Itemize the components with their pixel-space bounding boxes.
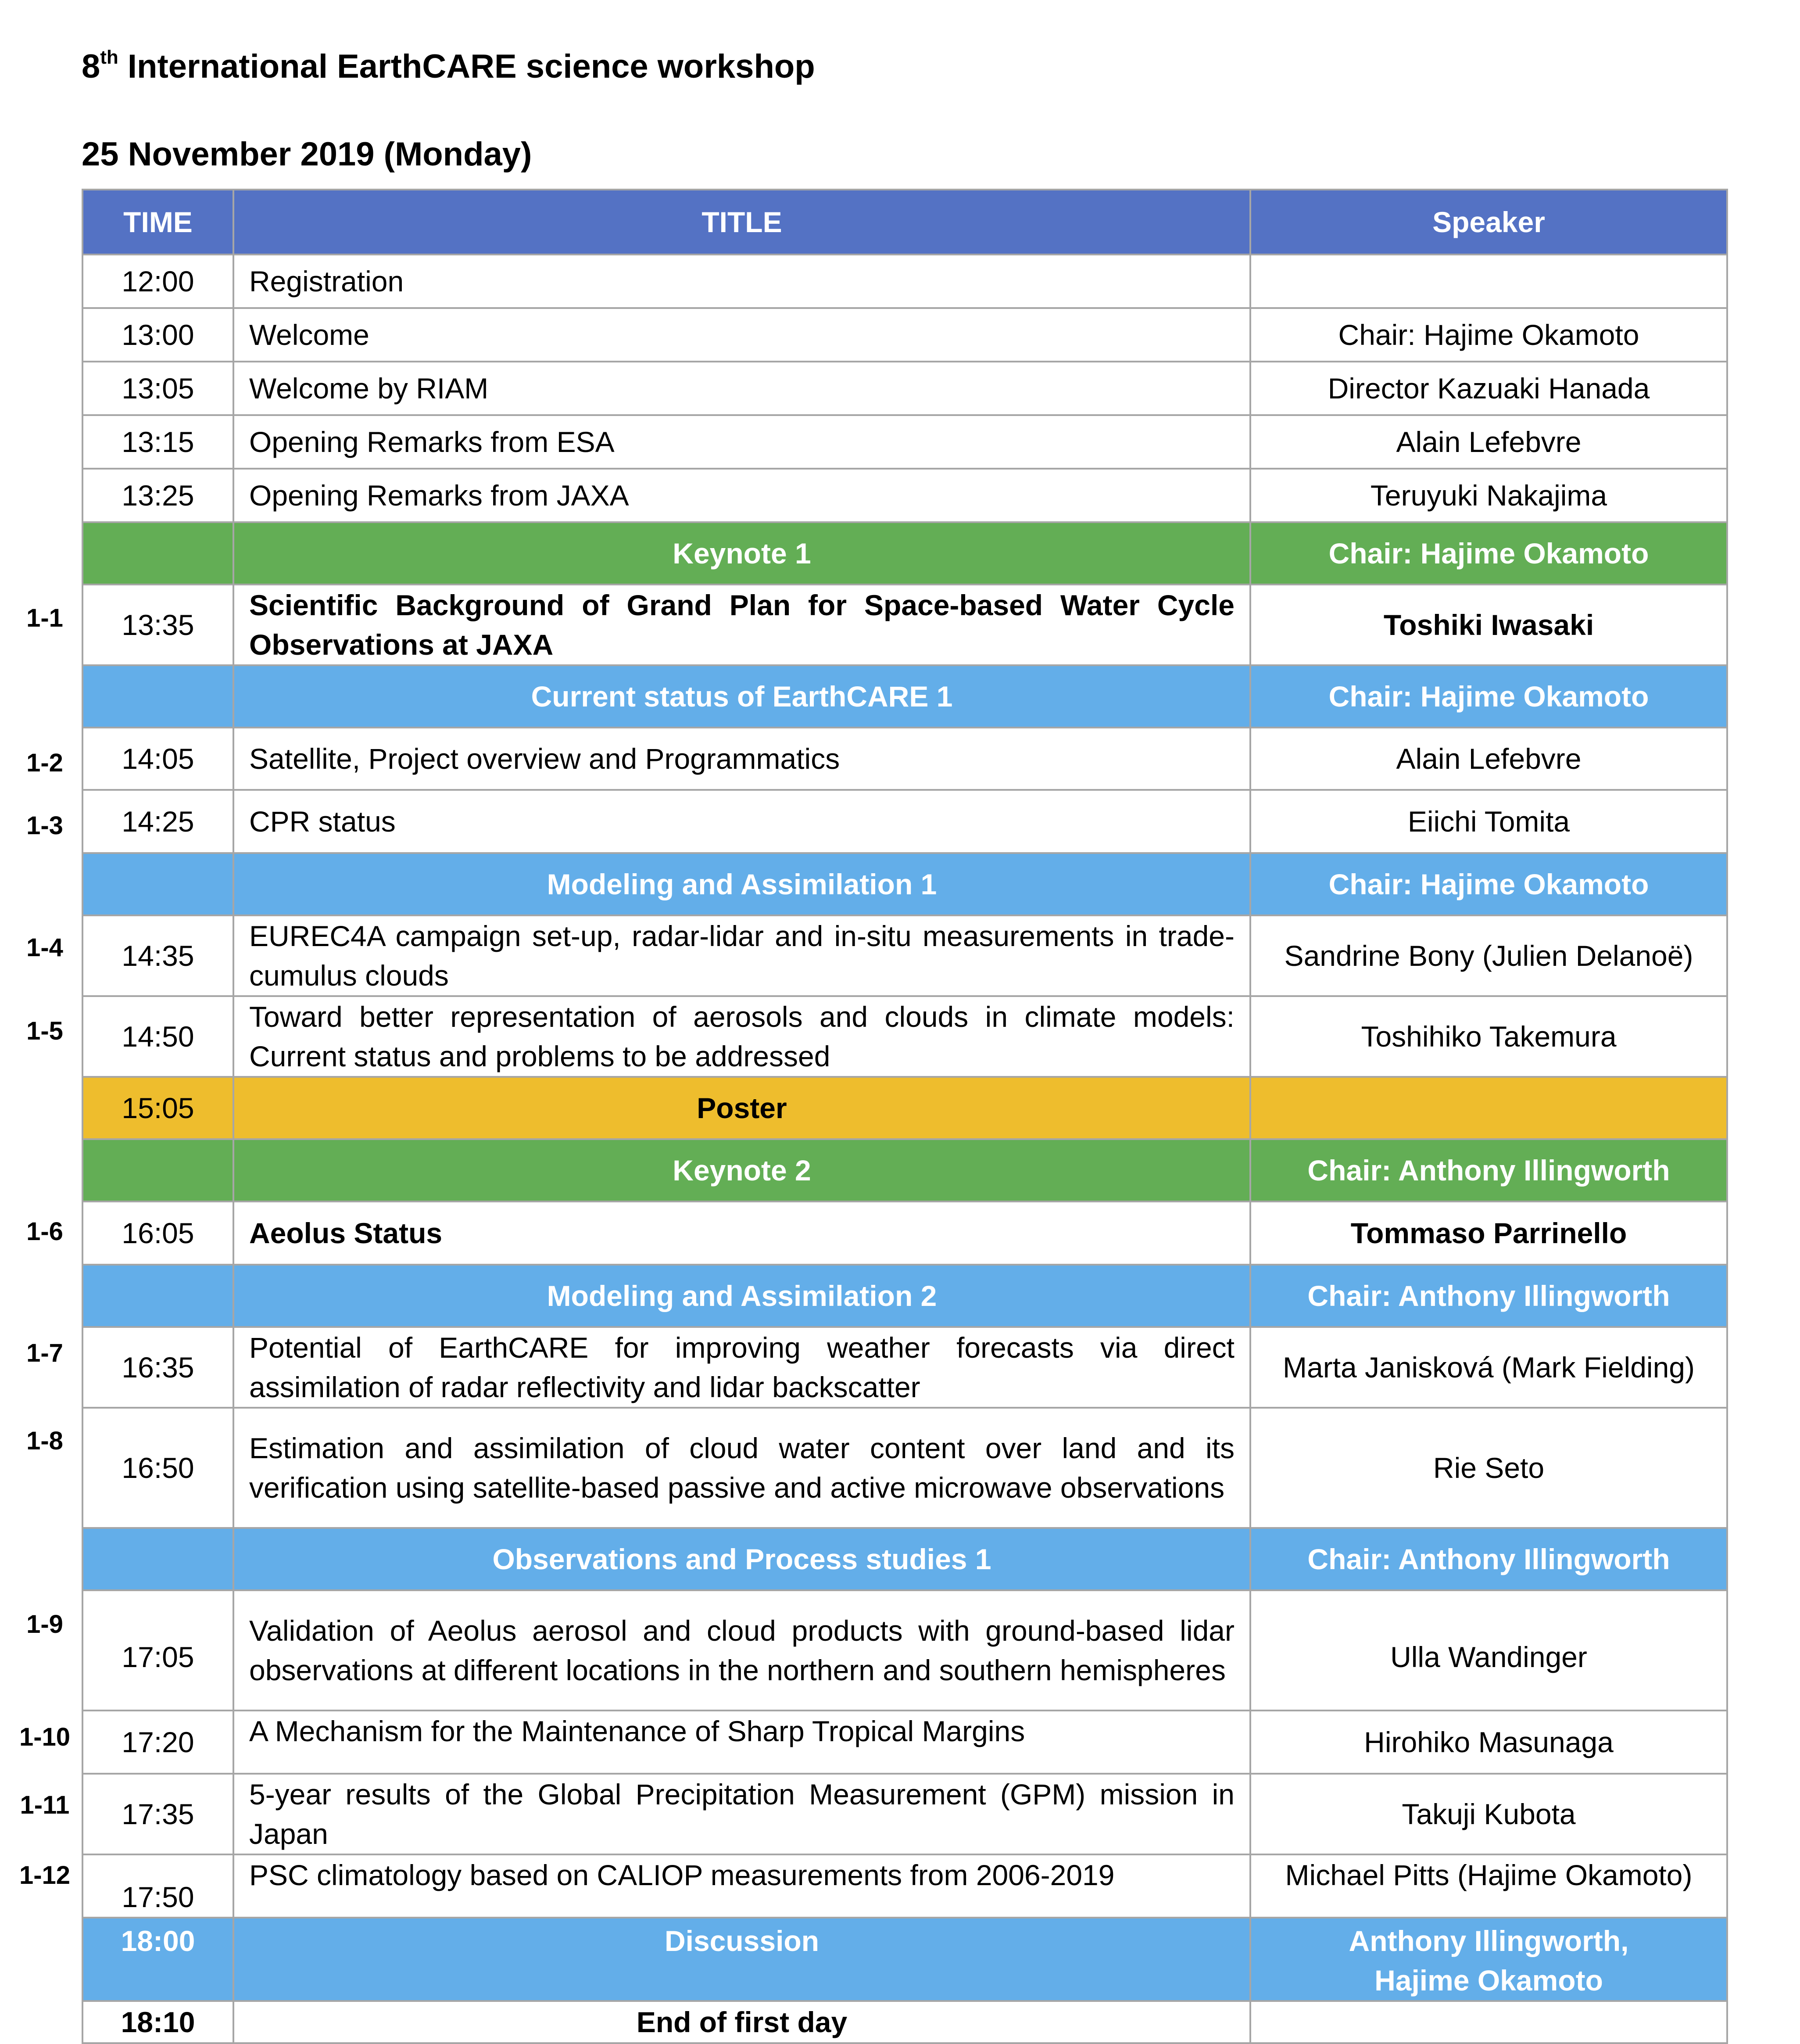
header-title: TITLE <box>233 190 1250 255</box>
talk-row <box>82 1590 1727 1711</box>
talk-id: 1-9 <box>26 1610 63 1639</box>
talk-id: 1-1 <box>26 604 63 632</box>
talk-time: 16:05 <box>82 1201 233 1265</box>
talk-id: 1-11 <box>20 1791 70 1819</box>
talk-speaker: Rie Seto <box>1250 1408 1727 1528</box>
session-chair: Chair: Hajime Okamoto <box>1250 522 1727 585</box>
session-title: Modeling and Assimilation 1 <box>233 853 1250 915</box>
session-chair: Chair: Anthony Illingworth <box>1250 1528 1727 1590</box>
talk-title: Validation of Aeolus aerosol and cloud products with ground-based lidar observations at different locations in the northern and southern hemispheres <box>233 1590 1250 1711</box>
talk-row <box>82 1854 1727 1918</box>
end-speaker <box>1250 2001 1727 2043</box>
row-speaker: Teruyuki Nakajima <box>1250 469 1727 522</box>
session-time <box>82 665 233 728</box>
row-speaker <box>1250 255 1727 308</box>
schedule-table <box>82 189 1728 2044</box>
talk-title: Aeolus Status <box>233 1201 1250 1265</box>
session-title: Keynote 1 <box>233 522 1250 585</box>
talk-row <box>82 1327 1727 1408</box>
talk-id: 1-5 <box>26 1017 63 1045</box>
talk-title: CPR status <box>233 790 1250 853</box>
talk-time: 16:50 <box>82 1408 233 1528</box>
talk-speaker: Toshihiko Takemura <box>1250 996 1727 1077</box>
row-title: Registration <box>233 255 1250 308</box>
session-time <box>82 1139 233 1201</box>
session-chair: Chair: Hajime Okamoto <box>1250 665 1727 728</box>
talk-time: 16:35 <box>82 1327 233 1408</box>
talk-time: 17:35 <box>82 1774 233 1854</box>
talk-time: 14:05 <box>82 728 233 790</box>
talk-speaker: Michael Pitts (Hajime Okamoto) <box>1250 1854 1727 1918</box>
talk-time: 17:50 <box>82 1854 233 1918</box>
talk-id: 1-7 <box>26 1339 63 1367</box>
session-row <box>82 1265 1727 1327</box>
talk-title: Satellite, Project overview and Programmatics <box>233 728 1250 790</box>
talk-id: 1-4 <box>26 933 63 962</box>
talk-time: 17:05 <box>82 1590 233 1711</box>
talk-time: 14:25 <box>82 790 233 853</box>
talk-row <box>82 996 1727 1077</box>
discussion-time: 18:00 <box>82 1918 233 2001</box>
row-speaker: Chair: Hajime Okamoto <box>1250 308 1727 362</box>
title-ordinal-suffix: th <box>100 46 118 68</box>
session-time <box>82 1528 233 1590</box>
row-time: 13:05 <box>82 362 233 415</box>
talk-speaker: Sandrine Bony (Julien Delanoë) <box>1250 915 1727 996</box>
talk-row <box>82 728 1727 790</box>
talk-speaker: Takuji Kubota <box>1250 1774 1727 1854</box>
poster-title: Poster <box>233 1077 1250 1139</box>
session-title: Current status of EarthCARE 1 <box>233 665 1250 728</box>
talk-title: EUREC4A campaign set-up, radar-lidar and in-situ measurements in trade-cumulus clouds <box>233 915 1250 996</box>
session-title: Keynote 2 <box>233 1139 1250 1201</box>
talk-speaker: Marta Janisková (Mark Fielding) <box>1250 1327 1727 1408</box>
talk-speaker: Ulla Wandinger <box>1250 1590 1727 1711</box>
talk-title: Estimation and assimilation of cloud water content over land and its verification using satellite-based passive and active microwave observations <box>233 1408 1250 1528</box>
poster-speaker <box>1250 1077 1727 1139</box>
discussion-title: Discussion <box>233 1918 1250 2001</box>
talk-row <box>82 585 1727 665</box>
session-chair: Chair: Anthony Illingworth <box>1250 1139 1727 1201</box>
talk-time: 17:20 <box>82 1711 233 1774</box>
schedule-row <box>82 362 1727 415</box>
row-title: Welcome by RIAM <box>233 362 1250 415</box>
session-time <box>82 853 233 915</box>
talk-speaker: Tommaso Parrinello <box>1250 1201 1727 1265</box>
row-title: Welcome <box>233 308 1250 362</box>
session-chair: Chair: Anthony Illingworth <box>1250 1265 1727 1327</box>
title-ordinal: 8 <box>82 48 100 85</box>
talk-speaker: Eiichi Tomita <box>1250 790 1727 853</box>
talk-row <box>82 1774 1727 1854</box>
session-time <box>82 522 233 585</box>
title-text: International EarthCARE science workshop <box>118 48 815 85</box>
poster-time: 15:05 <box>82 1077 233 1139</box>
end-title: End of first day <box>233 2001 1250 2043</box>
schedule-row <box>82 415 1727 469</box>
row-title: Opening Remarks from ESA <box>233 415 1250 469</box>
talk-speaker: Hirohiko Masunaga <box>1250 1711 1727 1774</box>
talk-row <box>82 1201 1727 1265</box>
discussion-row <box>82 1918 1727 2001</box>
talk-row <box>82 1711 1727 1774</box>
session-row <box>82 665 1727 728</box>
session-time <box>82 1265 233 1327</box>
row-speaker: Director Kazuaki Hanada <box>1250 362 1727 415</box>
end-row <box>82 2001 1727 2043</box>
table-header-row <box>82 190 1727 255</box>
session-row <box>82 1528 1727 1590</box>
talk-title: 5-year results of the Global Precipitation Measurement (GPM) mission in Japan <box>233 1774 1250 1854</box>
talk-row <box>82 915 1727 996</box>
discussion-speaker: Anthony Illingworth, Hajime Okamoto <box>1250 1918 1727 2001</box>
row-time: 12:00 <box>82 255 233 308</box>
talk-speaker: Alain Lefebvre <box>1250 728 1727 790</box>
row-time: 13:25 <box>82 469 233 522</box>
row-title: Opening Remarks from JAXA <box>233 469 1250 522</box>
row-time: 13:15 <box>82 415 233 469</box>
end-time: 18:10 <box>82 2001 233 2043</box>
talk-row <box>82 1408 1727 1528</box>
day-heading: 25 November 2019 (Monday) <box>82 136 532 173</box>
schedule-row <box>82 469 1727 522</box>
talk-id: 1-3 <box>26 811 63 840</box>
talk-title: Toward better representation of aerosols and clouds in climate models: Current status and problems to be addressed <box>233 996 1250 1077</box>
talk-id: 1-8 <box>26 1427 63 1455</box>
talk-title: PSC climatology based on CALIOP measurements from 2006-2019 <box>233 1854 1250 1918</box>
talk-row <box>82 790 1727 853</box>
header-time: TIME <box>82 190 233 255</box>
talk-title: Potential of EarthCARE for improving weather forecasts via direct assimilation of radar reflectivity and lidar backscatter <box>233 1327 1250 1408</box>
schedule-row <box>82 255 1727 308</box>
header-speaker: Speaker <box>1250 190 1727 255</box>
session-title: Modeling and Assimilation 2 <box>233 1265 1250 1327</box>
schedule-row <box>82 308 1727 362</box>
session-title: Observations and Process studies 1 <box>233 1528 1250 1590</box>
workshop-title <box>82 47 815 86</box>
talk-title: Scientific Background of Grand Plan for Space-based Water Cycle Observations at JAXA <box>233 585 1250 665</box>
row-speaker: Alain Lefebvre <box>1250 415 1727 469</box>
talk-id: 1-6 <box>26 1217 63 1246</box>
session-row <box>82 853 1727 915</box>
session-row-keynote <box>82 1139 1727 1201</box>
session-chair: Chair: Hajime Okamoto <box>1250 853 1727 915</box>
talk-id: 1-10 <box>19 1723 71 1751</box>
talk-id: 1-12 <box>19 1861 71 1890</box>
talk-id: 1-2 <box>26 749 63 777</box>
talk-title: A Mechanism for the Maintenance of Sharp Tropical Margins <box>233 1711 1250 1774</box>
talk-time: 14:50 <box>82 996 233 1077</box>
talk-time: 14:35 <box>82 915 233 996</box>
session-row-keynote <box>82 522 1727 585</box>
talk-time: 13:35 <box>82 585 233 665</box>
poster-row <box>82 1077 1727 1139</box>
row-time: 13:00 <box>82 308 233 362</box>
talk-speaker: Toshiki Iwasaki <box>1250 585 1727 665</box>
